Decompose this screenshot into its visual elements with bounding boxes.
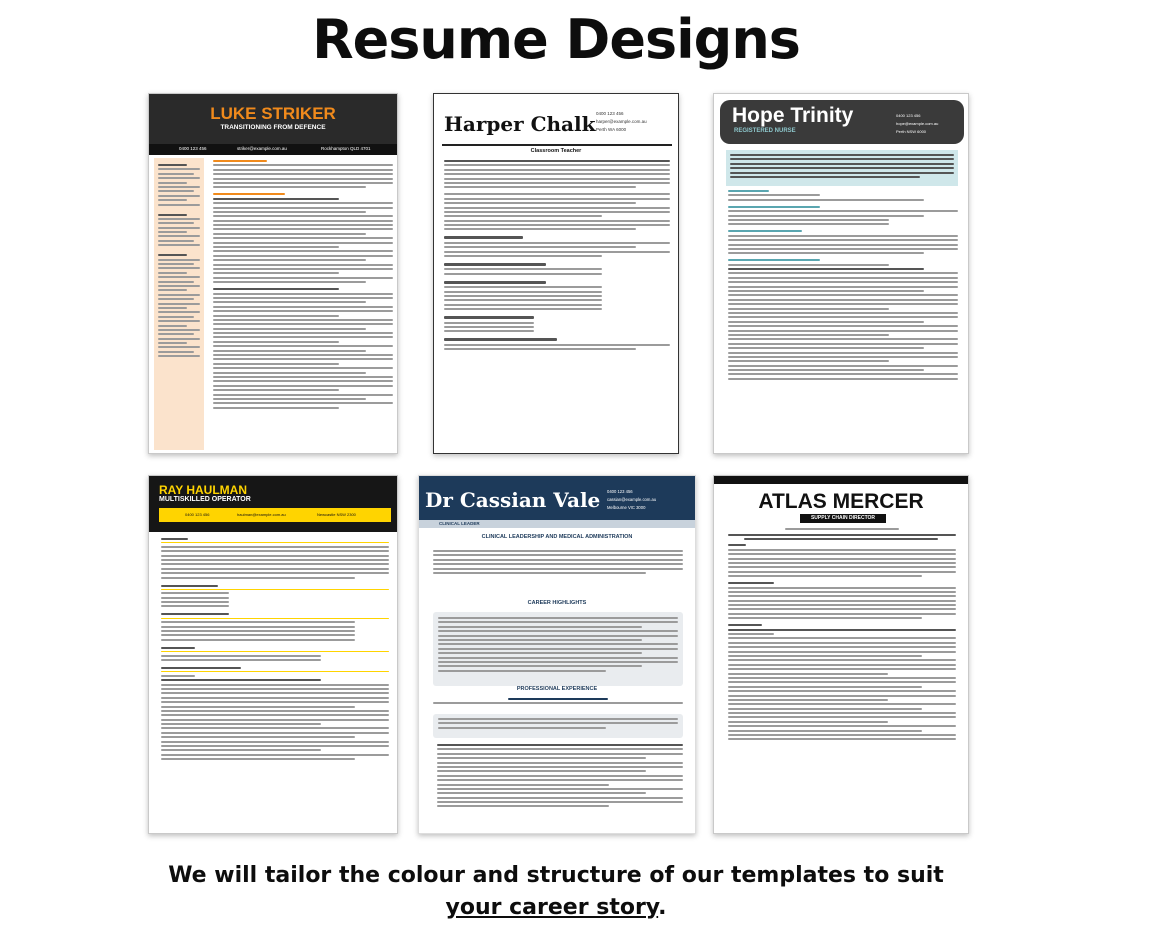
resume-thumbnail-harper-chalk[interactable] <box>433 93 679 454</box>
footer-period: . <box>658 895 667 920</box>
resume-subtitle: CLINICAL LEADER <box>439 521 480 526</box>
contact-block <box>607 488 656 512</box>
career-highlights-heading: CAREER HIGHLIGHTS <box>527 600 587 606</box>
resume-heading: CLINICAL LEADERSHIP AND MEDICAL ADMINISTRATION <box>481 534 633 540</box>
email-text: haulman@example.com.au <box>237 512 286 517</box>
email-text: cassian@example.com.au <box>607 497 657 502</box>
phone-text: 0400 123 456 <box>596 111 624 116</box>
resume-thumbnail-atlas-mercer[interactable] <box>713 475 969 834</box>
resume-body-lines <box>444 160 670 353</box>
achievement-lines <box>437 744 683 810</box>
highlights-box <box>433 612 683 686</box>
scope-box <box>433 714 683 738</box>
footer-line1: We will tailor the colour and structure of our templates to suit <box>168 863 944 888</box>
experience-lines <box>433 698 683 707</box>
top-bar <box>714 476 968 484</box>
professional-experience-heading: PROFESSIONAL EXPERIENCE <box>516 686 598 692</box>
resume-sidebar <box>154 158 204 450</box>
resume-thumbnail-ray-haulman[interactable] <box>148 475 398 834</box>
resume-name: Hope Trinity <box>732 104 854 127</box>
resume-thumbnail-hope-trinity[interactable] <box>713 93 969 454</box>
subtitle-band <box>419 520 695 528</box>
phone-text: 0400 123 456 <box>179 146 207 151</box>
resume-subtitle: SUPPLY CHAIN DIRECTOR <box>800 514 886 523</box>
footer-text <box>0 860 1112 924</box>
page-title: Resume Designs <box>312 8 800 71</box>
resume-body-lines <box>728 528 956 743</box>
location-text: Perth NSW 6000 <box>896 129 927 134</box>
resume-name: Harper Chalk <box>444 112 596 136</box>
phone-text: 0400 123 456 <box>607 489 633 494</box>
email-text: striker@example.com.au <box>237 146 287 151</box>
location-text: Rockhampton QLD 4701 <box>321 146 371 151</box>
phone-text: 0400 123 456 <box>896 113 921 118</box>
resume-subtitle: MULTISKILLED OPERATOR <box>159 496 251 503</box>
resume-body-lines <box>728 190 958 382</box>
location-text: Perth WA 6000 <box>596 127 627 132</box>
resume-subtitle: TRANSITIONING FROM DEFENCE <box>220 124 326 131</box>
resume-name: RAY HAULMAN <box>159 483 248 497</box>
summary-box <box>726 150 958 186</box>
contact-bar <box>149 144 397 155</box>
contact-block <box>596 110 647 134</box>
resume-name: Dr Cassian Vale <box>425 488 601 512</box>
resume-thumbnail-luke-striker[interactable] <box>148 93 398 454</box>
resume-body-lines <box>161 536 389 763</box>
phone-text: 0400 123 456 <box>185 512 210 517</box>
header-rule <box>442 144 672 146</box>
resume-body-lines <box>213 160 393 411</box>
email-text: hope@example.com.au <box>896 121 939 126</box>
contact-bar <box>159 508 391 522</box>
summary-lines <box>433 550 683 576</box>
resume-role: Classroom Teacher <box>530 148 582 154</box>
resume-thumbnail-cassian-vale[interactable] <box>418 475 696 834</box>
resume-name: ATLAS MERCER <box>758 490 924 513</box>
resume-subtitle: REGISTERED NURSE <box>734 128 796 134</box>
career-story-link[interactable]: your career story <box>445 895 659 920</box>
location-text: Melbourne VIC 3000 <box>607 505 646 510</box>
contact-block <box>896 112 938 136</box>
email-text: harper@example.com.au <box>596 119 647 124</box>
location-text: Newcastle NSW 2300 <box>317 512 356 517</box>
resume-name: LUKE STRIKER <box>210 104 336 123</box>
